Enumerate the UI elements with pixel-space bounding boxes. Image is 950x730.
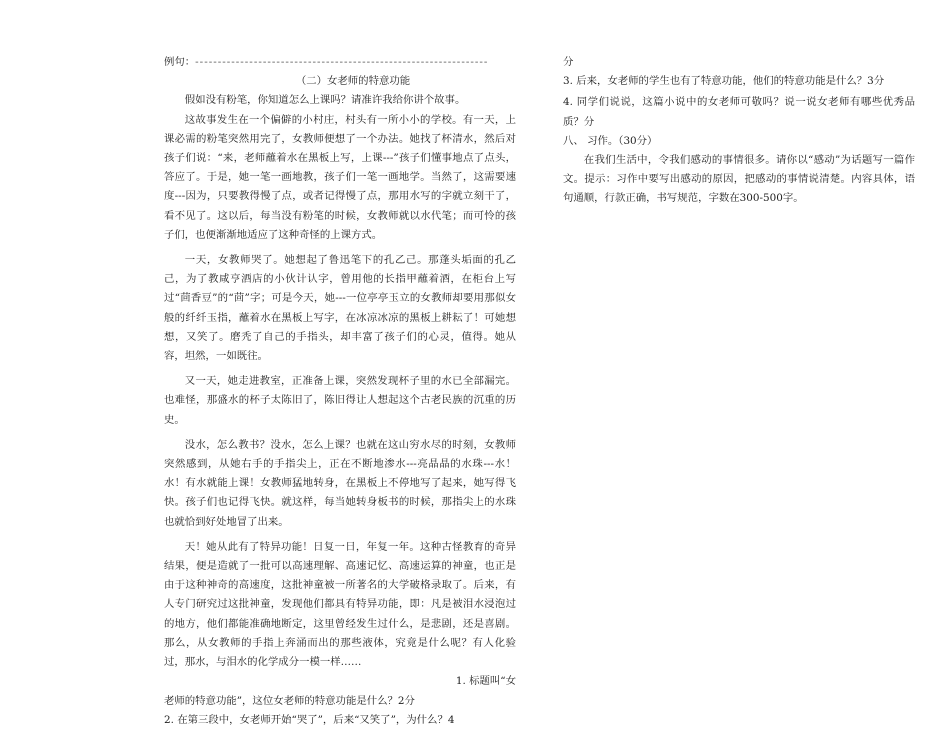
story-paragraph-4: 又一天，她走进教室，正准备上课，突然发现杯子里的水已全部漏完。也难怪，那盛水的杯子太陈旧了，陈旧得让人想起这个古老民族的沉重的历史。	[164, 375, 516, 426]
question-2: 2. 在第三段中，女老师开始“哭了”，后来“又笑了”，为什么？4	[164, 713, 455, 726]
question-4: 4. 同学们说说，这篇小说中的女老师可敬吗？说一说女老师有哪些优秀品质？分	[563, 96, 915, 128]
question-2-tail: 分	[563, 56, 574, 68]
story-paragraph-1: 假如没有粉笔，你知道怎么上课吗？请准许我给你讲个故事。	[184, 94, 466, 107]
question-1-start: 1. 标题叫“女	[455, 675, 516, 688]
story-title: （二）女老师的特意功能	[295, 75, 411, 88]
question-3: 3. 后来，女老师的学生也有了特意功能，他们的特意功能是什么？3分	[563, 75, 885, 88]
example-line	[164, 53, 516, 72]
example-label: 例句：	[164, 56, 196, 68]
question-1-rest: 老师的特意功能”，这位女老师的特意功能是什么？2分	[164, 694, 415, 707]
section-8-heading: 八、 习作。（30分）	[563, 134, 658, 147]
example-blank: -----------------------------------------------------------------	[195, 56, 489, 68]
story-paragraph-3: 一天，女教师哭了。她想起了鲁迅笔下的孔乙己。那蓬头垢面的孔乙己，为了教咸亨酒店的小伙计认字，曾用他的长指甲蘸着酒，在柜台上写过“茴香豆”的“茴”字；可是今天，她---一位亭亭玉立的女教师却要用那似女般的纤纤玉指，蘸着水在黑板上写字，在冰凉冰凉的黑板上耕耘了！可她想想，又笑了。磨秃了自己的手指头，却丰富了孩子们的心灵，值得。她从容，坦然，一如既往。	[164, 254, 516, 363]
story-paragraph-5: 没水，怎么教书？没水，怎么上课？也就在这山穷水尽的时刻，女教师突然感到，从她右手的手指尖上，正在不断地渗水---亮晶晶的水珠---水！水！有水就能上课！女教师猛地转身，在黑板上不停地写了起来，她写得飞快。孩子们也记得飞快。就这样，每当她转身板书的时候，那指尖上的水珠也就恰到好处地冒了出来。	[164, 438, 516, 528]
story-paragraph-6: 天！她从此有了特异功能！日复一日，年复一年。这种古怪教育的奇异结果，便是造就了一批可以高速理解、高速记忆、高速运算的神童，也正是由于这种神奇的高速度，这批神童被一所著名的大学破格录取了。后来，有人专门研究过这批神童，发现他们都具有特异功能，即：凡是被泪水浸泡过的地方，他们都能准确地断定，这里曾经发生过什么，是悲剧，还是喜剧。那么，从女教师的手指上奔涌而出的那些液体，究竟是什么呢？有人化验过，那水，与泪水的化学成分一模一样……	[164, 540, 516, 669]
story-paragraph-2: 这故事发生在一个偏僻的小村庄，村头有一所小小的学校。有一天，上课必需的粉笔突然用完了，女教师便想了一个办法。她找了杯清水，然后对孩子们说：“来，老师蘸着水在黑板上写，上课---”孩子们懂事地点了点头，答应了。于是，她一笔一画地教，孩子们一笔一画地学。当然了，这需要速度---因为，只要教得慢了点，或者记得慢了点，那用水写的字就立刻干了，看不见了。这以后，每当没有粉笔的时候，女教师就以水代笔；而可怜的孩子们，也便渐渐地适应了这种奇怪的上课方式。	[164, 113, 516, 241]
left-column	[164, 53, 516, 730]
right-column	[563, 53, 915, 209]
essay-prompt: 在我们生活中，令我们感动的事情很多。请你以“感动”为话题写一篇作文。提示：习作中要写出感动的原因，把感动的事情说清楚。内容具体，语句通顺，行款正确，书写规范，字数在300-500字。	[563, 154, 915, 205]
